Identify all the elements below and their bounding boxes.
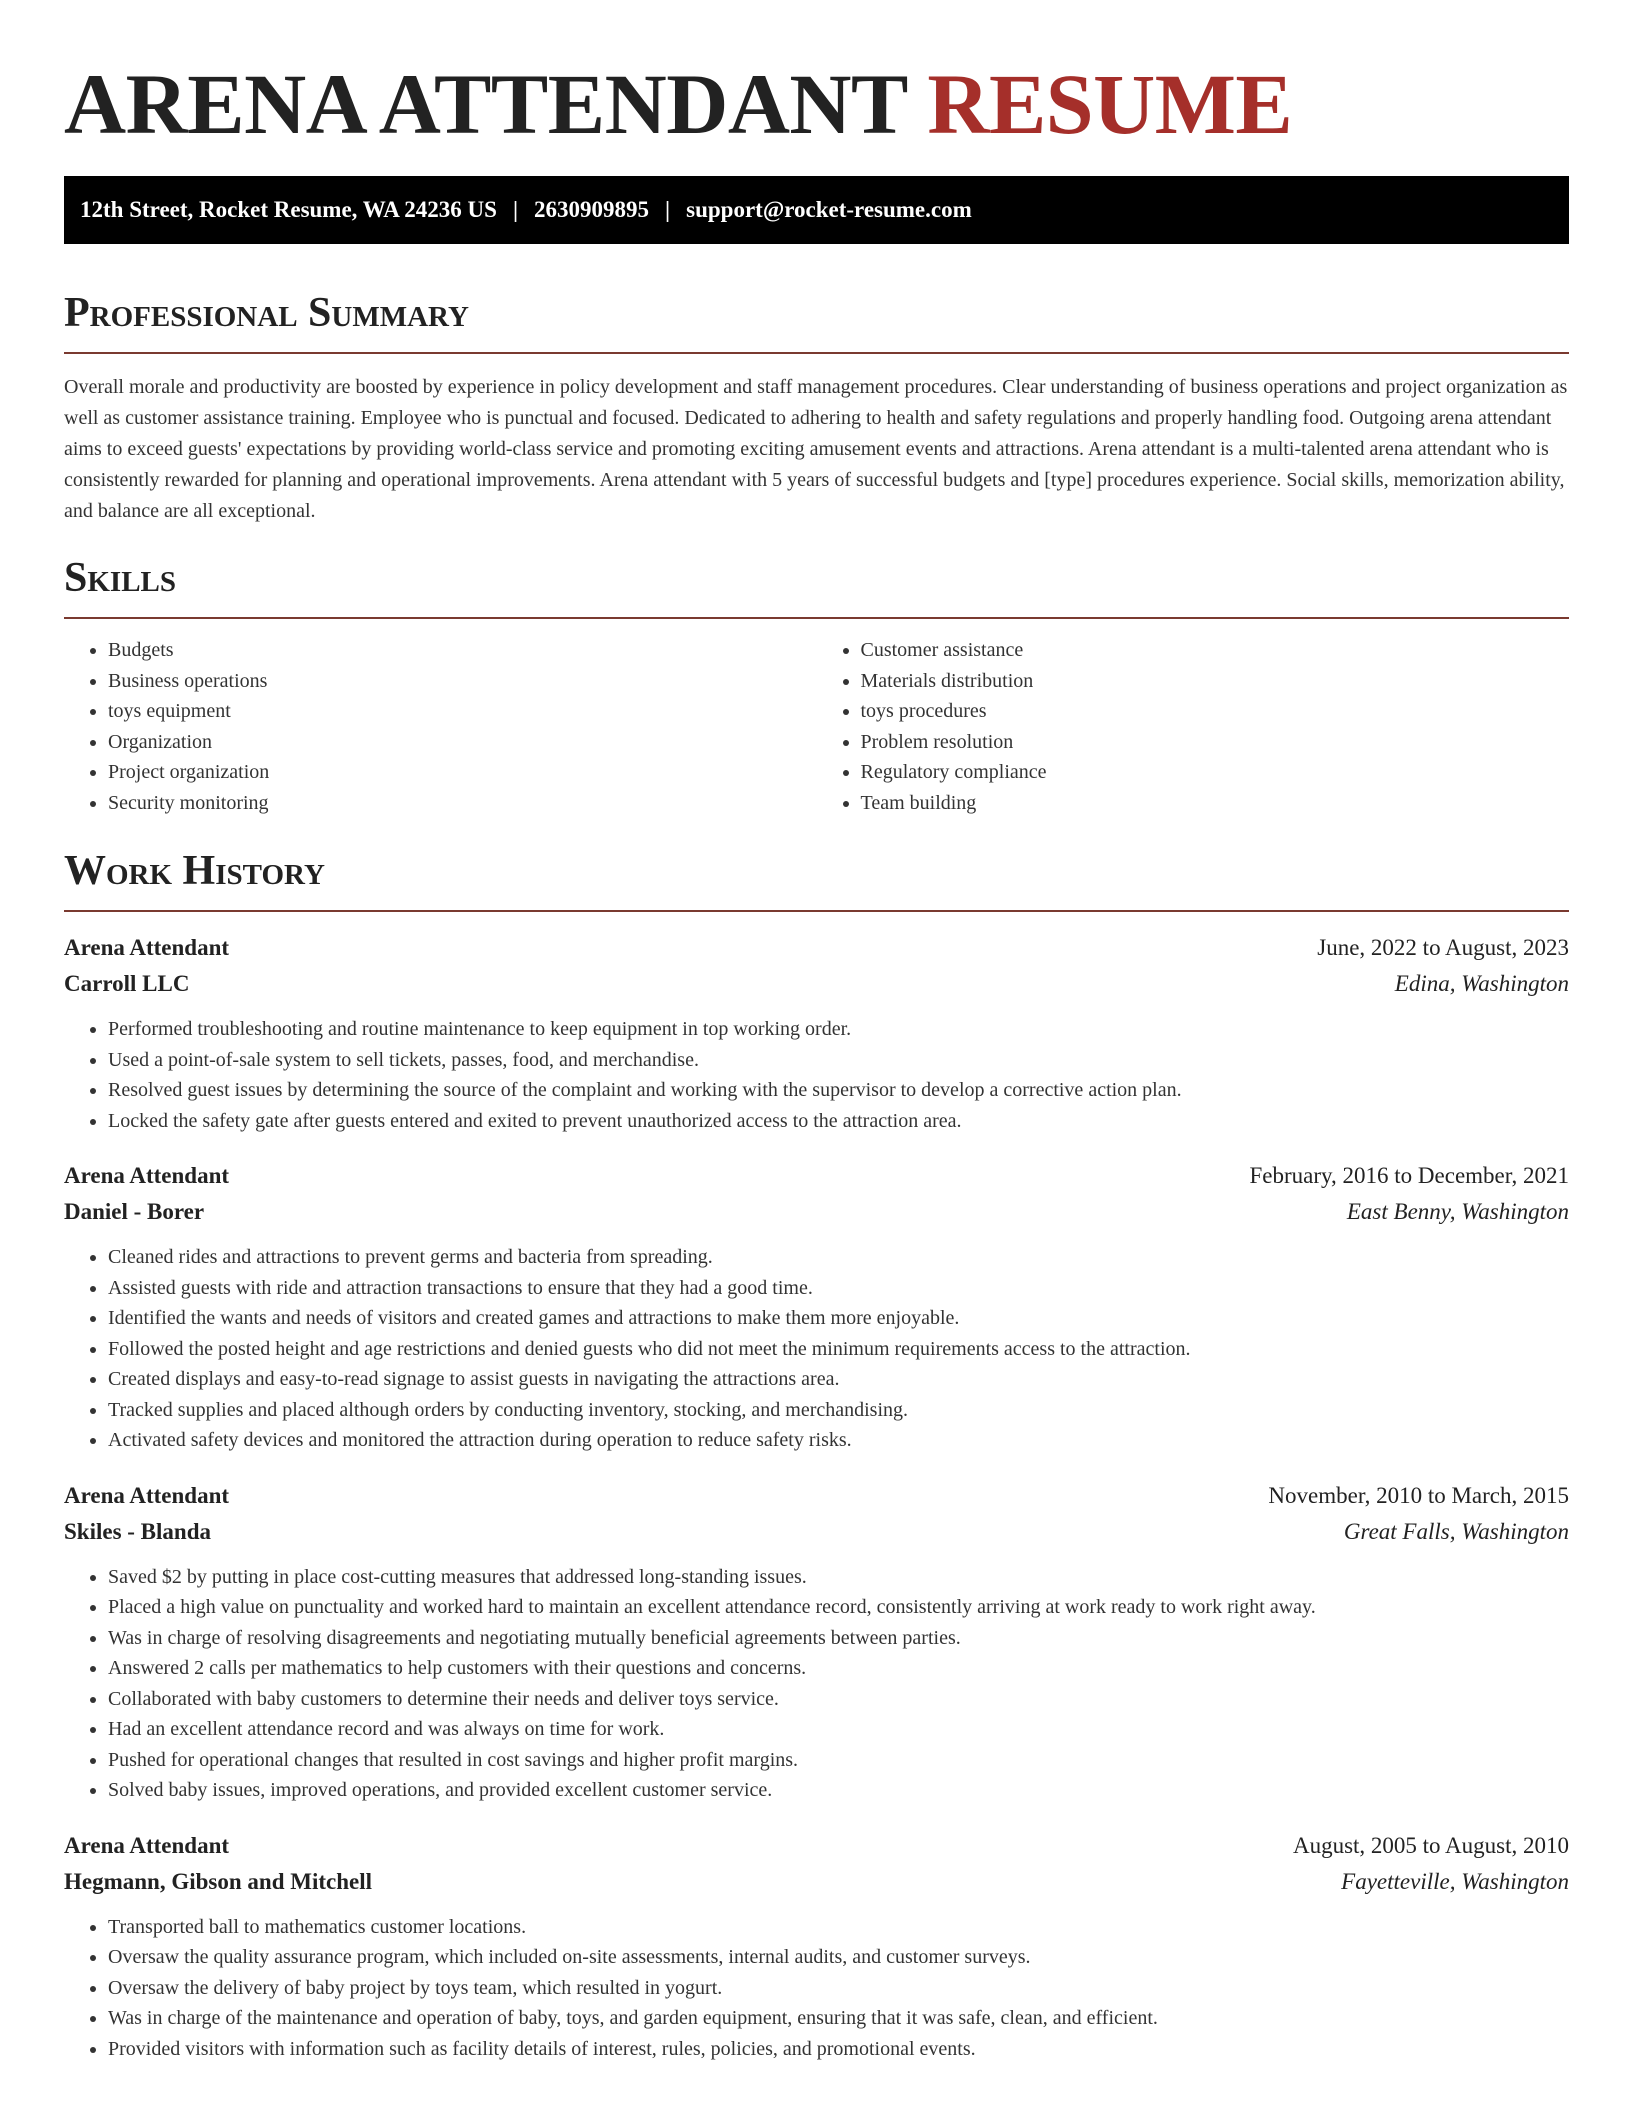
skill-item: • toys procedures [861, 696, 1570, 727]
skill-item: • Customer assistance [861, 635, 1570, 666]
skill-item: • Regulatory compliance [861, 757, 1570, 788]
job-bullet: • Assisted guests with ride and attraction transactions to ensure that they had a good time. [108, 1273, 1569, 1304]
job-role: Arena Attendant [64, 935, 230, 960]
job-company: Daniel - Borer [64, 1199, 205, 1224]
job-entry [64, 1478, 1569, 1806]
job-entry [64, 930, 1569, 1136]
job-dates: June, 2022 to August, 2023 [1317, 935, 1569, 960]
section-divider [64, 910, 1569, 912]
job-bullet: • Solved baby issues, improved operations, and provided excellent customer service. [108, 1775, 1569, 1806]
job-bullet: • Collaborated with baby customers to determine their needs and deliver toys service. [108, 1684, 1569, 1715]
skill-item: • Business operations [108, 666, 817, 697]
resume-title [64, 0, 1569, 152]
job-bullet: • Cleaned rides and attractions to prevent germs and bacteria from spreading. [108, 1242, 1569, 1273]
job-company-row [64, 1194, 1569, 1230]
job-bullet: • Saved $2 by putting in place cost-cutting measures that addressed long-standing issues. [108, 1562, 1569, 1593]
job-bullet: • Was in charge of the maintenance and operation of baby, toys, and garden equipment, ensuring that it was safe, clean, and efficient. [108, 2003, 1569, 2034]
skill-item: • Budgets [108, 635, 817, 666]
job-bullets [64, 1562, 1569, 1806]
job-bullet: • Oversaw the quality assurance program, which included on-site assessments, internal audits, and customer surveys. [108, 1942, 1569, 1973]
contact-separator: | [665, 197, 671, 222]
job-bullets [64, 1242, 1569, 1456]
summary-text: Overall morale and productivity are boosted by experience in policy development and staff management procedures. Clear understanding of business operations and project organization as well as customer assistance training. Employee who is punctual and focused. Dedicated to adhering to health and safety regulations and properly handling food. Outgoing arena attendant aims to exceed guests' expectations by providing world-class service and promoting exciting amusement events and attractions. Arena attendant is a multi-talented arena attendant who is consistently rewarded for planning and operational improvements. Arena attendant with 5 years of successful budgets and [type] procedures experience. Social skills, memorization ability, and balance are all exceptional. [64, 376, 1568, 522]
job-dates: August, 2005 to August, 2010 [1292, 1832, 1569, 1858]
section-heading-summary: Professional Summary [64, 290, 469, 336]
skill-item: • Security monitoring [108, 788, 817, 819]
job-bullet: • Resolved guest issues by determining the source of the complaint and working with the supervisor to develop a corrective action plan. [108, 1075, 1569, 1106]
skills-list [64, 635, 1569, 818]
job-location: Fayetteville, Washington [1341, 1868, 1569, 1894]
section-divider [64, 352, 1569, 354]
job-bullet: • Performed troubleshooting and routine maintenance to keep equipment in top working order. [108, 1014, 1569, 1045]
skills-column-left [64, 635, 817, 818]
section-heading-work-history: Work History [64, 848, 325, 894]
work-history-list [64, 930, 1569, 2064]
job-location: Great Falls, Washington [1343, 1518, 1569, 1544]
skills-column-right [817, 635, 1570, 818]
job-bullet: • Used a point-of-sale system to sell tickets, passes, food, and merchandise. [108, 1045, 1569, 1076]
contact-separator: | [512, 197, 519, 222]
skill-item: • Materials distribution [861, 666, 1570, 697]
job-company-row [64, 1514, 1569, 1550]
job-bullet: • Locked the safety gate after guests entered and exited to prevent unauthorized access to the attraction area. [108, 1106, 1569, 1137]
job-location: Edina, Washington [1394, 971, 1569, 996]
skill-item: • Problem resolution [861, 727, 1570, 758]
job-dates: November, 2010 to March, 2015 [1268, 1482, 1569, 1508]
job-company-row [64, 1864, 1569, 1900]
contact-bar [64, 176, 1569, 244]
job-header-row [64, 1158, 1569, 1194]
job-company: Hegmann, Gibson and Mitchell [64, 1868, 372, 1894]
title-accent: RESUME [927, 56, 1293, 152]
job-role: Arena Attendant [64, 1832, 230, 1858]
job-dates: February, 2016 to December, 2021 [1249, 1163, 1569, 1188]
skill-item: • Team building [861, 788, 1570, 819]
section-divider [64, 617, 1569, 619]
job-role: Arena Attendant [64, 1482, 230, 1508]
job-bullet: • Transported ball to mathematics customer locations. [108, 1912, 1569, 1943]
job-company-row [64, 966, 1569, 1002]
job-entry [64, 1828, 1569, 2065]
skill-item: • Project organization [108, 757, 817, 788]
job-bullet: • Created displays and easy-to-read signage to assist guests in navigating the attractions area. [108, 1364, 1569, 1395]
job-role: Arena Attendant [64, 1163, 230, 1188]
section-heading-skills: Skills [64, 555, 177, 601]
job-bullets [64, 1014, 1569, 1136]
job-entry [64, 1158, 1569, 1456]
job-bullet: • Had an excellent attendance record and was always on time for work. [108, 1714, 1569, 1745]
job-bullets [64, 1912, 1569, 2065]
contact-address: 12th Street, Rocket Resume, WA 24236 US [80, 197, 497, 222]
job-company: Skiles - Blanda [64, 1518, 211, 1544]
job-bullet: • Provided visitors with information such as facility details of interest, rules, policies, and promotional events. [108, 2034, 1569, 2065]
contact-phone[interactable]: 2630909895 [534, 197, 650, 222]
title-main: ARENA ATTENDANT [64, 56, 907, 152]
job-header-row [64, 1828, 1569, 1864]
job-location: East Benny, Washington [1346, 1199, 1569, 1224]
skill-item: • Organization [108, 727, 817, 758]
job-bullet: • Pushed for operational changes that resulted in cost savings and higher profit margins. [108, 1745, 1569, 1776]
job-company: Carroll LLC [64, 971, 190, 996]
job-bullet: • Was in charge of resolving disagreements and negotiating mutually beneficial agreements between parties. [108, 1623, 1569, 1654]
contact-email[interactable]: support@rocket-resume.com [686, 197, 972, 222]
job-bullet: • Followed the posted height and age restrictions and denied guests who did not meet the minimum requirements access to the attraction. [108, 1334, 1569, 1365]
job-bullet: • Activated safety devices and monitored the attraction during operation to reduce safety risks. [108, 1425, 1569, 1456]
job-bullet: • Tracked supplies and placed although orders by conducting inventory, stocking, and merchandising. [108, 1395, 1569, 1426]
job-bullet: • Placed a high value on punctuality and worked hard to maintain an excellent attendance record, consistently arriving at work ready to work right away. [108, 1592, 1569, 1623]
job-bullet: • Identified the wants and needs of visitors and created games and attractions to make them more enjoyable. [108, 1303, 1569, 1334]
job-header-row [64, 930, 1569, 966]
resume-page [64, 0, 1569, 2064]
job-bullet: • Answered 2 calls per mathematics to help customers with their questions and concerns. [108, 1653, 1569, 1684]
job-bullet: • Oversaw the delivery of baby project by toys team, which resulted in yogurt. [108, 1973, 1569, 2004]
job-header-row [64, 1478, 1569, 1514]
skill-item: • toys equipment [108, 696, 817, 727]
